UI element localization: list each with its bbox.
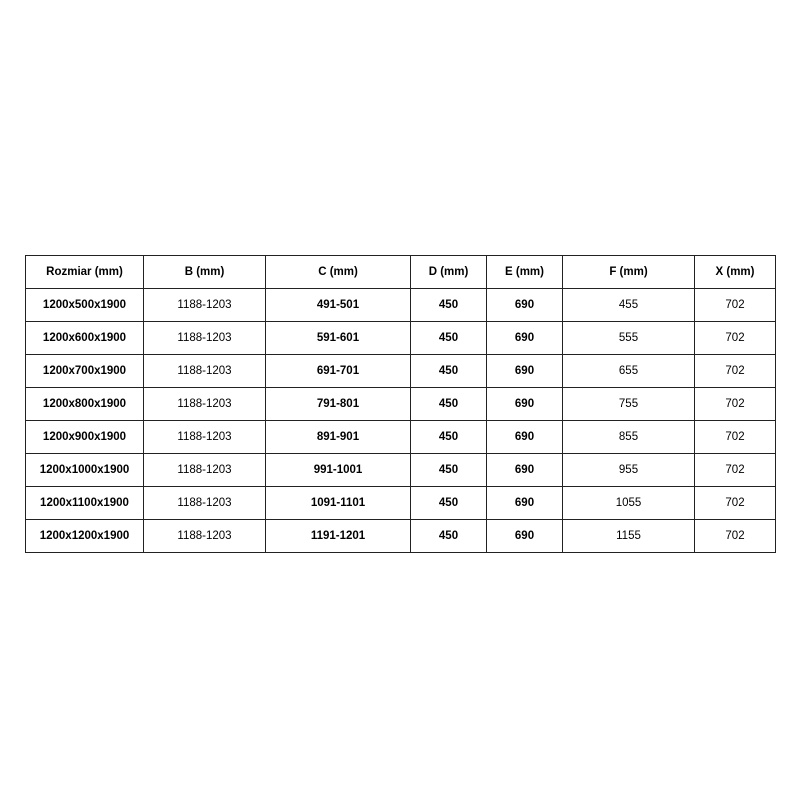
cell-d: 450 [411, 388, 487, 421]
specification-table [25, 255, 776, 553]
column-header-f: F (mm) [563, 256, 695, 289]
table-row [26, 487, 776, 520]
table-row [26, 454, 776, 487]
column-header-x: X (mm) [695, 256, 776, 289]
cell-f: 555 [563, 322, 695, 355]
table-header-row [26, 256, 776, 289]
cell-c: 591-601 [266, 322, 411, 355]
cell-x: 702 [695, 388, 776, 421]
cell-e: 690 [487, 355, 563, 388]
cell-d: 450 [411, 520, 487, 553]
cell-e: 690 [487, 322, 563, 355]
cell-b: 1188-1203 [144, 388, 266, 421]
cell-b: 1188-1203 [144, 355, 266, 388]
cell-rozmiar: 1200x700x1900 [26, 355, 144, 388]
table-row [26, 421, 776, 454]
cell-x: 702 [695, 487, 776, 520]
cell-c: 991-1001 [266, 454, 411, 487]
cell-x: 702 [695, 322, 776, 355]
cell-f: 955 [563, 454, 695, 487]
cell-x: 702 [695, 289, 776, 322]
cell-b: 1188-1203 [144, 454, 266, 487]
cell-d: 450 [411, 289, 487, 322]
table-row [26, 322, 776, 355]
cell-rozmiar: 1200x1100x1900 [26, 487, 144, 520]
cell-c: 1191-1201 [266, 520, 411, 553]
table-row [26, 289, 776, 322]
cell-rozmiar: 1200x1000x1900 [26, 454, 144, 487]
column-header-e: E (mm) [487, 256, 563, 289]
cell-x: 702 [695, 355, 776, 388]
cell-f: 455 [563, 289, 695, 322]
cell-c: 791-801 [266, 388, 411, 421]
cell-b: 1188-1203 [144, 487, 266, 520]
cell-b: 1188-1203 [144, 520, 266, 553]
column-header-c: C (mm) [266, 256, 411, 289]
cell-rozmiar: 1200x900x1900 [26, 421, 144, 454]
specification-table-container [25, 255, 775, 553]
cell-f: 855 [563, 421, 695, 454]
cell-b: 1188-1203 [144, 421, 266, 454]
table-row [26, 520, 776, 553]
cell-rozmiar: 1200x800x1900 [26, 388, 144, 421]
cell-x: 702 [695, 421, 776, 454]
cell-x: 702 [695, 520, 776, 553]
table-header [26, 256, 776, 289]
cell-e: 690 [487, 520, 563, 553]
cell-f: 1155 [563, 520, 695, 553]
cell-e: 690 [487, 421, 563, 454]
table-row [26, 388, 776, 421]
cell-c: 1091-1101 [266, 487, 411, 520]
cell-b: 1188-1203 [144, 322, 266, 355]
cell-d: 450 [411, 355, 487, 388]
cell-rozmiar: 1200x500x1900 [26, 289, 144, 322]
column-header-d: D (mm) [411, 256, 487, 289]
column-header-rozmiar: Rozmiar (mm) [26, 256, 144, 289]
cell-e: 690 [487, 487, 563, 520]
table-body [26, 289, 776, 553]
cell-d: 450 [411, 322, 487, 355]
table-row [26, 355, 776, 388]
cell-b: 1188-1203 [144, 289, 266, 322]
cell-c: 891-901 [266, 421, 411, 454]
cell-e: 690 [487, 388, 563, 421]
cell-d: 450 [411, 487, 487, 520]
cell-x: 702 [695, 454, 776, 487]
cell-e: 690 [487, 289, 563, 322]
cell-rozmiar: 1200x1200x1900 [26, 520, 144, 553]
cell-f: 655 [563, 355, 695, 388]
cell-f: 1055 [563, 487, 695, 520]
cell-f: 755 [563, 388, 695, 421]
cell-rozmiar: 1200x600x1900 [26, 322, 144, 355]
cell-d: 450 [411, 454, 487, 487]
column-header-b: B (mm) [144, 256, 266, 289]
cell-c: 691-701 [266, 355, 411, 388]
cell-d: 450 [411, 421, 487, 454]
cell-e: 690 [487, 454, 563, 487]
cell-c: 491-501 [266, 289, 411, 322]
